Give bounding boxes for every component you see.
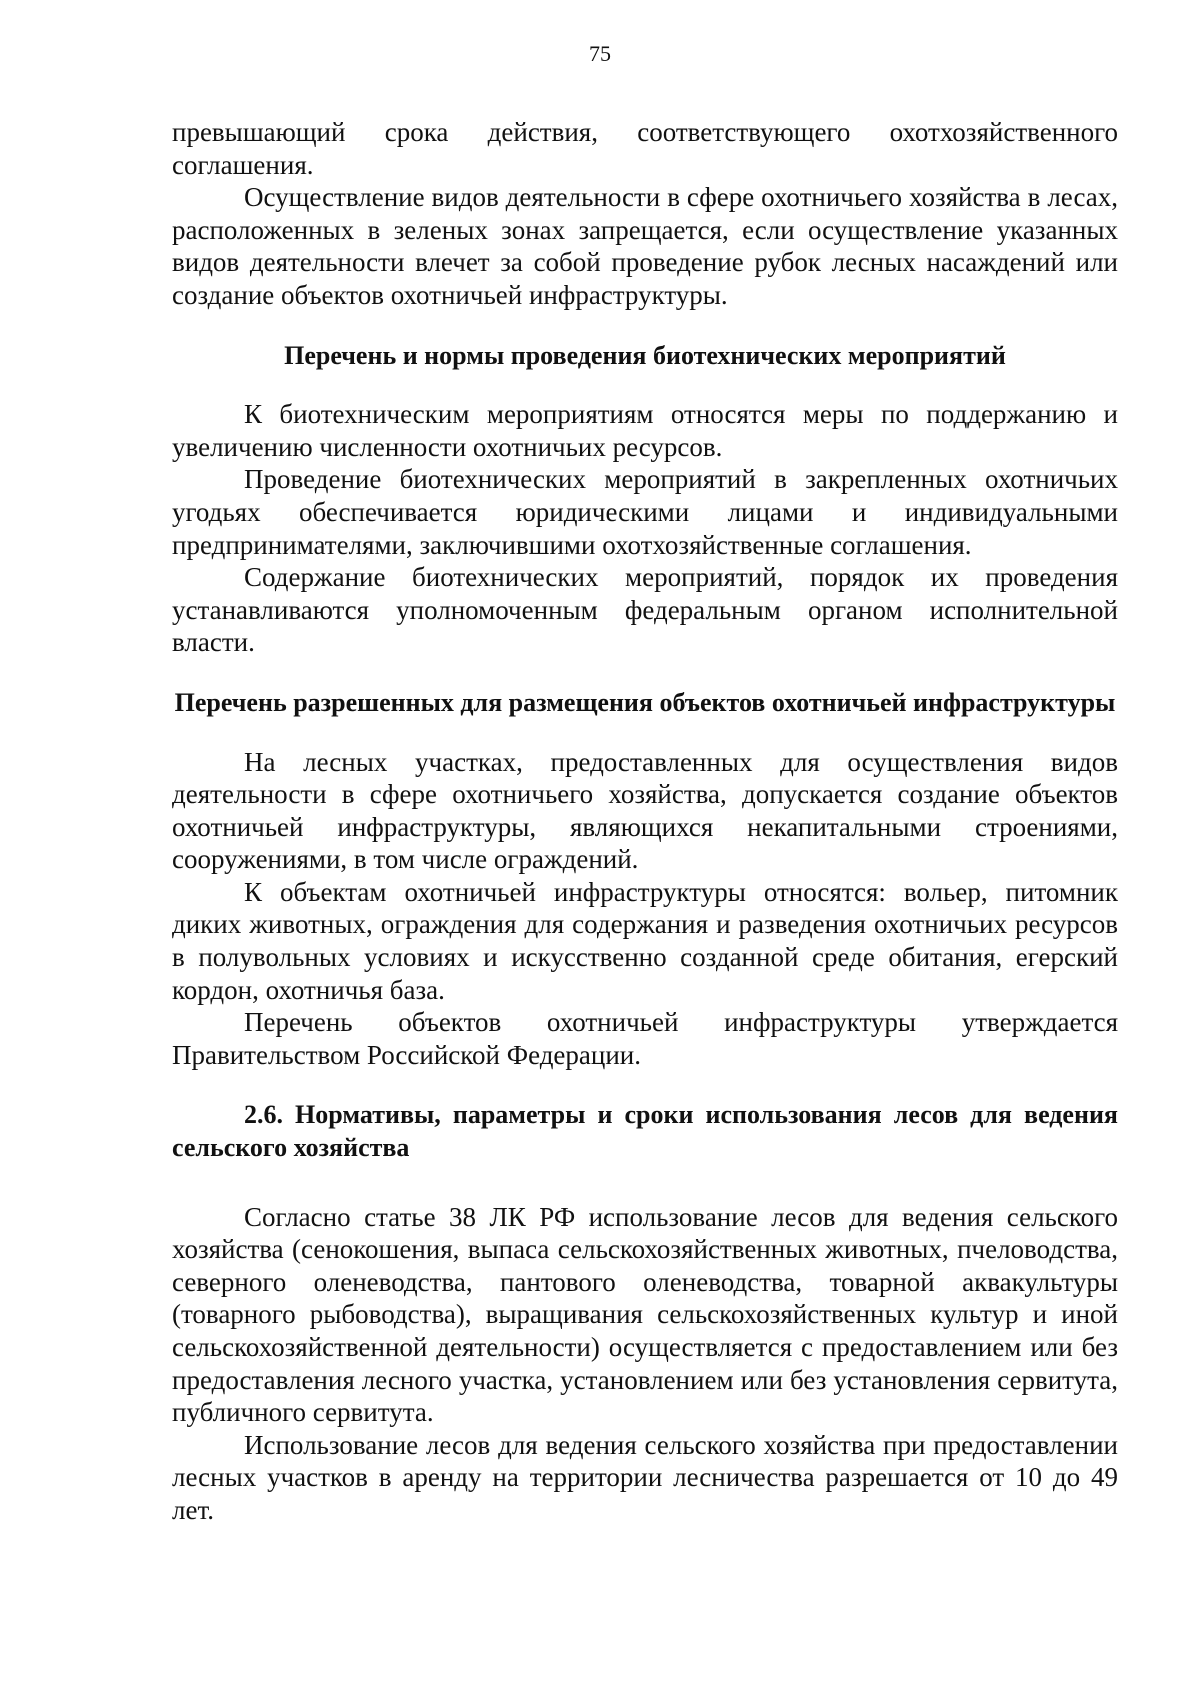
paragraph-infra-approval: Перечень объектов охотничьей инфраструктуры утверждается Правительством Российской Федерации. [172,1007,1118,1070]
paragraph-biotech-definition: К биотехническим мероприятиям относятся меры по поддержанию и увеличению численности охотничьих ресурсов. [172,399,1118,462]
heading-agriculture-section: 2.6. Нормативы, параметры и сроки использования лесов для ведения сельского хозяйства [172,1100,1118,1163]
paragraph-continuation: превышающий срока действия, соответствующего охотхозяйственного соглашения. [172,117,1118,180]
heading-biotechnical-measures: Перечень и нормы проведения биотехнических мероприятий [284,340,1006,370]
paragraph-agri-article-38: Согласно статье 38 ЛК РФ использование лесов для ведения сельского хозяйства (сенокошения, выпаса сельскохозяйственных животных, пчеловодства, северного оленеводства, пантового оленеводства, товарной аквакультуры (товарного рыбоводства), выращивания сельскохозяйственных культур и иной сельскохозяйственной деятельности) осуществляется с предоставлением или без предоставления лесного участка, установлением или без установления сервитута, публичного сервитута. [172,1201,1118,1428]
paragraph-infra-allowed: На лесных участках, предоставленных для осуществления видов деятельности в сфере охотничьего хозяйства, допускается создание объектов охотничьей инфраструктуры, являющихся некапитальными строениями, сооружениями, в том числе ограждений. [172,746,1118,875]
heading-hunting-infrastructure: Перечень разрешенных для размещения объектов охотничьей инфраструктуры [174,687,1116,717]
paragraph-agri-lease-term: Использование лесов для ведения сельского хозяйства при предоставлении лесных участков в аренду на территории лесничества разрешается от 10 до 49 лет. [172,1429,1118,1525]
page-content [172,116,1118,1527]
paragraph-biotech-content: Содержание биотехнических мероприятий, порядок их проведения устанавливаются уполномоченным федеральным органом исполнительной власти. [172,562,1118,658]
page-number: 75 [589,41,611,66]
paragraph-infra-objects: К объектам охотничьей инфраструктуры относятся: вольер, питомник диких животных, ограждения для содержания и разведения охотничьих ресурсов в полувольных условиях и искусственно созданной среде обитания, егерский кордон, охотничья база. [172,876,1118,1005]
paragraph-biotech-responsibility: Проведение биотехнических мероприятий в закрепленных охотничьих угодьях обеспечивается юридическими лицами и индивидуальными предпринимателями, заключившими охотхозяйственные соглашения. [172,464,1118,560]
paragraph-green-zones: Осуществление видов деятельности в сфере охотничьего хозяйства в лесах, расположенных в зеленых зонах запрещается, если осуществление указанных видов деятельности влечет за собой проведение рубок лесных насаждений или создание объектов охотничьей инфраструктуры. [172,182,1118,310]
